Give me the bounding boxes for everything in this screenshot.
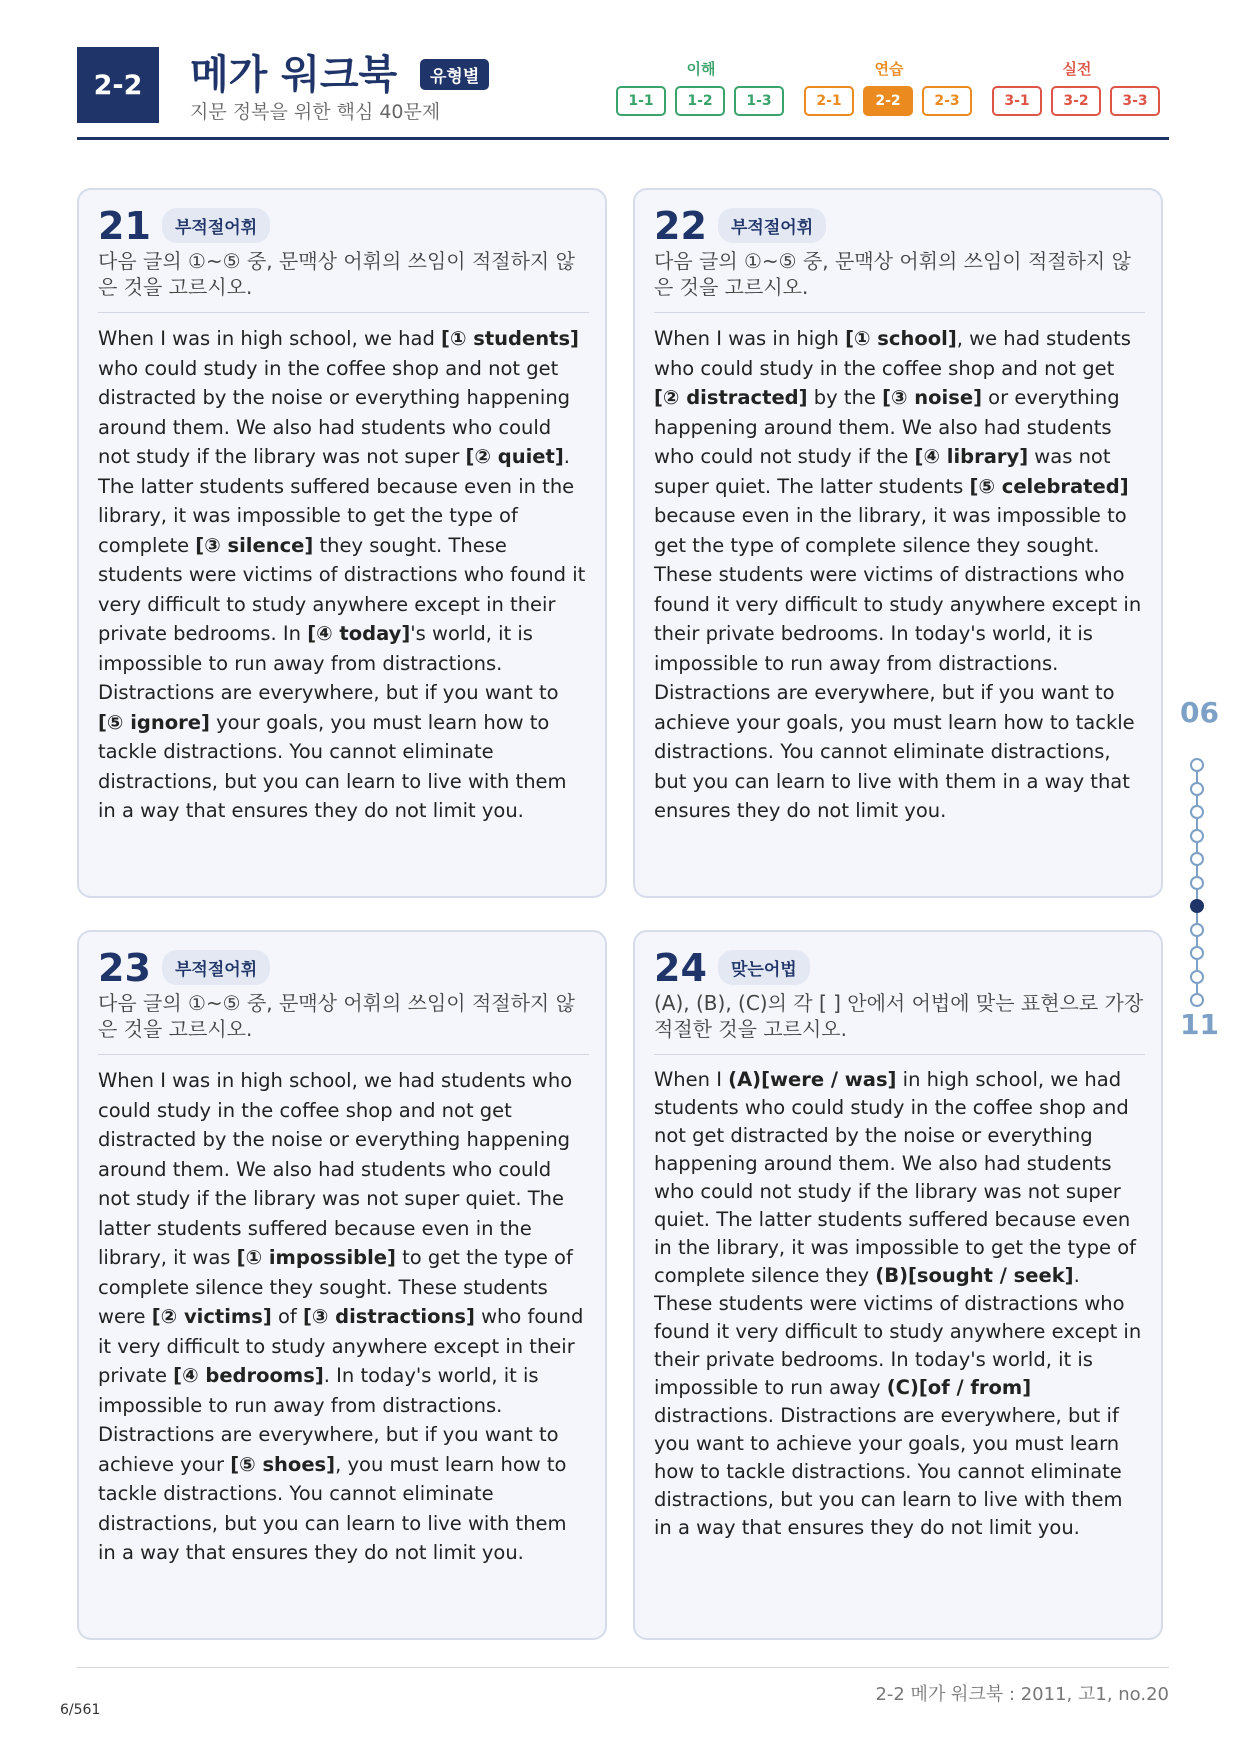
question-instruction: 다음 글의 ①~⑤ 중, 문맥상 어휘의 쓰임이 적절하지 않은 것을 고르시오. — [654, 249, 1131, 299]
question-passage — [654, 1066, 1144, 1542]
question-number: 21 — [98, 204, 151, 248]
side-nav-dot[interactable] — [1190, 970, 1204, 984]
blank-choice: [⑤ celebrated] — [969, 474, 1129, 498]
page-title: 메가 워크북 — [190, 52, 398, 98]
question-instruction: 다음 글의 ①~⑤ 중, 문맥상 어휘의 쓰임이 적절하지 않은 것을 고르시오. — [98, 249, 575, 299]
blank-choice: [② victims] — [151, 1305, 272, 1328]
passage-text: , we had students who could study in the coffee shop and not get — [654, 327, 1131, 380]
blank-choice: [① school] — [845, 327, 957, 350]
blank-choice: [② distracted] — [654, 386, 808, 409]
blank-choice: (C)[of / from] — [886, 1376, 1032, 1399]
passage-text: . These students were victims of distractions who found it very difficult to study anywhere except in their private bedrooms. In today's world, it is impossible to run away — [654, 1264, 1142, 1399]
side-nav-dot[interactable] — [1190, 993, 1204, 1007]
level-button-1-3[interactable]: 1-3 — [734, 86, 784, 116]
question-type-tag: 부적절어휘 — [718, 208, 826, 243]
question-card-23 — [77, 930, 607, 1640]
side-nav-dot[interactable] — [1190, 876, 1204, 890]
passage-text: in high school, we had students who could study in the coffee shop and not get distracted by the noise or everything happening around them. We also had students who could not study if the library was not super quiet. The latter students suffered because even in the library, it was impossible to get the type of complete silence they — [654, 1068, 1137, 1287]
side-nav-dot[interactable] — [1190, 758, 1204, 772]
level-button-2-1[interactable]: 2-1 — [804, 86, 854, 116]
page-subtitle: 지문 정복을 위한 핵심 40문제 — [190, 101, 441, 123]
question-card-22 — [633, 188, 1163, 898]
level-button-3-2[interactable]: 3-2 — [1051, 86, 1101, 116]
side-nav-dot[interactable] — [1190, 782, 1204, 796]
question-passage — [98, 324, 588, 826]
question-card-21 — [77, 188, 607, 898]
blank-choice: [④ today] — [307, 622, 411, 645]
divider — [654, 1054, 1145, 1055]
blank-choice: (B)[sought / seek] — [875, 1264, 1074, 1287]
blank-choice: [⑤ shoes] — [230, 1452, 336, 1476]
blank-choice: [③ distractions] — [302, 1305, 475, 1328]
blank-choice: (A)[were / was] — [728, 1068, 897, 1091]
blank-choice: [① impossible] — [236, 1246, 396, 1269]
side-nav-start-number: 06 — [1180, 696, 1219, 729]
passage-text: When I was in high school, we had — [98, 327, 442, 350]
level-label: 연습 — [874, 60, 904, 78]
level-button-1-2[interactable]: 1-2 — [675, 86, 725, 116]
side-nav-dot[interactable] — [1190, 829, 1204, 843]
question-type-tag: 맞는어법 — [718, 950, 810, 985]
question-instruction: 다음 글의 ①~⑤ 중, 문맥상 어휘의 쓰임이 적절하지 않은 것을 고르시오. — [98, 991, 575, 1041]
passage-text: was not super quiet. The latter students — [654, 445, 1111, 498]
side-nav-dot[interactable] — [1190, 805, 1204, 819]
passage-text: they sought. These students were victims of distractions who found it very difficult to study anywhere except in their private bedrooms. In — [98, 533, 586, 645]
question-passage — [98, 1066, 588, 1568]
passage-text: . In today's world, it is impossible to run away from distractions. Distractions are everywhere, but if you want to achieve your — [98, 1364, 559, 1476]
passage-text: , you must learn how to tackle distractions. You cannot eliminate distractions, but you can learn to live with them in a way that ensures they do not limit you. — [98, 1452, 567, 1564]
passage-text: of — [271, 1305, 303, 1328]
blank-choice: [④ library] — [914, 445, 1029, 468]
level-button-3-3[interactable]: 3-3 — [1110, 86, 1160, 116]
level-label: 실전 — [1062, 60, 1092, 78]
passage-text: by the — [807, 386, 883, 409]
blank-choice: [① students] — [441, 327, 579, 350]
passage-text: When I was in high — [654, 327, 846, 350]
question-number: 22 — [654, 204, 707, 248]
passage-text: When I — [654, 1068, 729, 1091]
side-nav-dot[interactable] — [1190, 899, 1204, 913]
passage-text: your goals, you must learn how to tackle distractions. You cannot eliminate distractions, but you can learn to live with them in a way that ensures they do not limit you. — [98, 710, 567, 822]
passage-text: When I was in high school, we had students who could study in the coffee shop and not get distracted by the noise or everything happening around them. We also had students who could not study if the library was not super quiet. The latter students suffered because even in the library, it was — [98, 1069, 573, 1269]
level-button-2-3[interactable]: 2-3 — [922, 86, 972, 116]
level-label: 이해 — [686, 60, 716, 78]
question-type-tag: 부적절어휘 — [162, 950, 270, 985]
divider — [98, 1054, 589, 1055]
workbook-code-badge: 2-2 — [77, 47, 159, 123]
question-number: 23 — [98, 946, 151, 990]
passage-text: 's world, it is impossible to run away from distractions. Distractions are everywhere, but if you want to — [98, 622, 559, 704]
question-card-24 — [633, 930, 1163, 1640]
passage-text: . The latter students suffered because even in the library, it was impossible to get the type of complete — [98, 445, 575, 557]
page-header — [77, 47, 1169, 140]
passage-text: because even in the library, it was impossible to get the type of complete silence they sought. These students were victims of distractions who found it very difficult to study anywhere except in their private bedrooms. In today's world, it is impossible to run away from distractions. Distractions are everywhere, but if you want to achieve your goals, you must learn how to tackle distractions. You cannot eliminate distractions, but you can learn to live with them in a way that ensures they do not limit you. — [654, 504, 1142, 822]
side-nav-dot[interactable] — [1190, 923, 1204, 937]
footer-divider — [77, 1667, 1169, 1668]
passage-text: or everything happening around them. We also had students who could not study if the — [654, 386, 1120, 468]
question-passage — [654, 324, 1144, 826]
source-citation: 2-2 메가 워크북 : 2011, 고1, no.20 — [875, 1684, 1169, 1705]
question-instruction: (A), (B), (C)의 각 [ ] 안에서 어법에 맞는 표현으로 가장 적절한 것을 고르시오. — [654, 991, 1144, 1041]
blank-choice: [② quiet] — [465, 445, 564, 468]
blank-choice: [⑤ ignore] — [98, 710, 210, 734]
blank-choice: [③ noise] — [882, 386, 982, 409]
divider — [654, 312, 1145, 313]
page-number: 6/561 — [60, 1702, 101, 1718]
passage-text: to get the type of complete silence they sought. These students were — [98, 1246, 573, 1328]
level-button-3-1[interactable]: 3-1 — [992, 86, 1042, 116]
side-nav-end-number: 11 — [1180, 1008, 1219, 1041]
side-nav-dot[interactable] — [1190, 852, 1204, 866]
passage-text: who found it very difficult to study anywhere except in their private — [98, 1305, 584, 1387]
level-button-2-2[interactable]: 2-2 — [863, 86, 913, 116]
level-button-1-1[interactable]: 1-1 — [616, 86, 666, 116]
passage-text: distractions. Distractions are everywhere, but if you want to achieve your goals, you must learn how to tackle distractions. You cannot eliminate distractions, but you can learn to live with them in a way that ensures they do not limit you. — [654, 1404, 1123, 1539]
divider — [98, 312, 589, 313]
blank-choice: [④ bedrooms] — [173, 1364, 324, 1387]
question-number: 24 — [654, 946, 707, 990]
blank-choice: [③ silence] — [195, 533, 314, 557]
passage-text: who could study in the coffee shop and not get distracted by the noise or everything happening around them. We also had students who could not study if the library was not super — [98, 356, 571, 468]
side-nav-dot[interactable] — [1190, 946, 1204, 960]
type-tag: 유형별 — [420, 59, 489, 90]
question-type-tag: 부적절어휘 — [162, 208, 270, 243]
